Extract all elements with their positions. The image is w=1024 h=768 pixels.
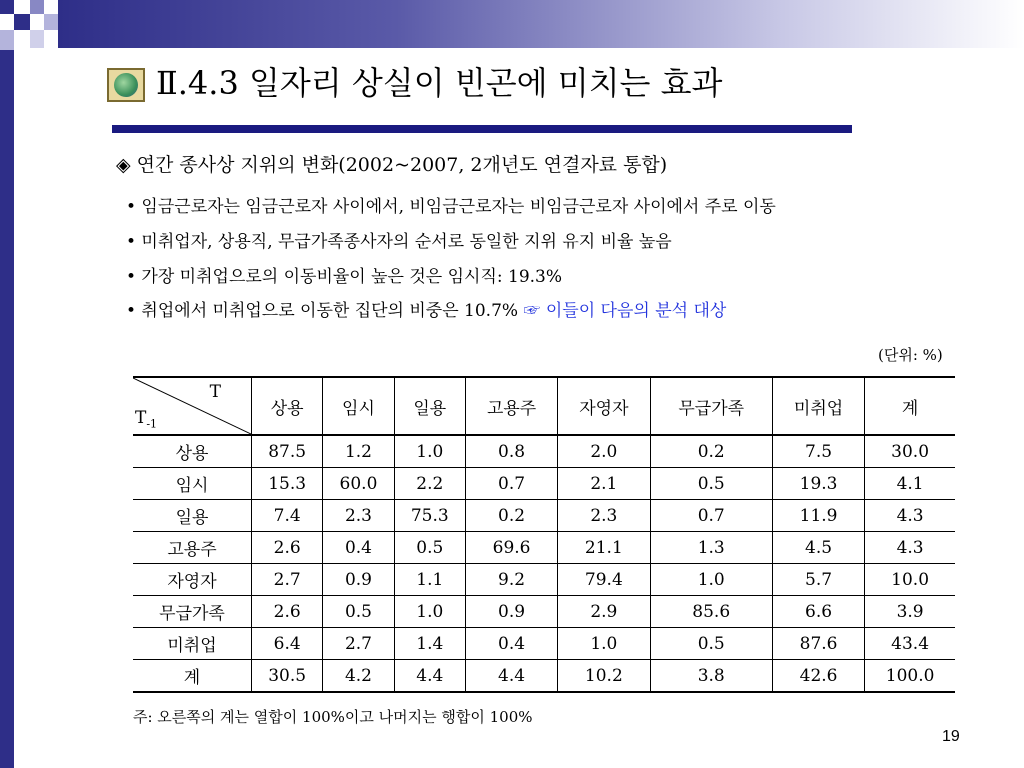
table-cell: 1.1 bbox=[394, 564, 465, 596]
table-cell: 85.6 bbox=[650, 596, 772, 628]
column-header: 계 bbox=[865, 377, 955, 435]
unit-label: (단위: %) bbox=[878, 346, 943, 364]
table-cell: 7.4 bbox=[252, 500, 323, 532]
table-corner-cell bbox=[133, 377, 252, 435]
table-footnote: 주: 오른쪽의 계는 열합이 100%이고 나머지는 행합이 100% bbox=[133, 708, 533, 726]
column-header: 무급가족 bbox=[650, 377, 772, 435]
table-row bbox=[133, 500, 955, 532]
table-cell: 19.3 bbox=[772, 468, 864, 500]
column-header: 상용 bbox=[252, 377, 323, 435]
table-cell: 1.2 bbox=[323, 435, 394, 468]
table-cell: 0.5 bbox=[650, 628, 772, 660]
table-cell: 0.9 bbox=[465, 596, 557, 628]
table-cell: 7.5 bbox=[772, 435, 864, 468]
table-cell: 87.6 bbox=[772, 628, 864, 660]
bullet-4 bbox=[126, 296, 726, 321]
table-cell: 1.3 bbox=[650, 532, 772, 564]
table-cell: 0.8 bbox=[465, 435, 557, 468]
row-header: 상용 bbox=[133, 435, 252, 468]
column-header: 일용 bbox=[394, 377, 465, 435]
table-cell: 3.8 bbox=[650, 660, 772, 693]
table-cell: 2.7 bbox=[323, 628, 394, 660]
table-row bbox=[133, 564, 955, 596]
table-cell: 43.4 bbox=[865, 628, 955, 660]
page-number: 19 bbox=[942, 728, 960, 745]
table-cell: 1.4 bbox=[394, 628, 465, 660]
table-row bbox=[133, 628, 955, 660]
corner-square-2 bbox=[14, 14, 30, 30]
bullet-4-highlight: ☞ 이들이 다음의 분석 대상 bbox=[523, 301, 727, 321]
row-header: 자영자 bbox=[133, 564, 252, 596]
table-cell: 0.5 bbox=[323, 596, 394, 628]
column-header: 임시 bbox=[323, 377, 394, 435]
table-cell: 0.5 bbox=[394, 532, 465, 564]
table-cell: 0.5 bbox=[650, 468, 772, 500]
left-vertical-bar bbox=[0, 50, 14, 768]
column-header: 미취업 bbox=[772, 377, 864, 435]
row-header: 미취업 bbox=[133, 628, 252, 660]
table-cell: 5.7 bbox=[772, 564, 864, 596]
corner-label-previous: $T_{-1}$ bbox=[135, 407, 158, 430]
corner-square-4 bbox=[44, 14, 58, 30]
table-cell: 1.0 bbox=[558, 628, 650, 660]
corner-label-current: T bbox=[209, 382, 221, 402]
table-cell: 2.0 bbox=[558, 435, 650, 468]
table-header-row bbox=[133, 377, 955, 435]
title-globe-icon bbox=[107, 68, 145, 102]
table-cell: 87.5 bbox=[252, 435, 323, 468]
top-gradient-bar bbox=[58, 0, 1024, 48]
slide-title: Ⅱ.4.3 일자리 상실이 빈곤에 미치는 효과 bbox=[156, 64, 723, 102]
corner-square-6 bbox=[30, 30, 44, 48]
row-header: 고용주 bbox=[133, 532, 252, 564]
table-row-total bbox=[133, 660, 955, 693]
row-header: 계 bbox=[133, 660, 252, 693]
table-cell: 0.2 bbox=[650, 435, 772, 468]
table-cell: 42.6 bbox=[772, 660, 864, 693]
section-heading: ◈ 연간 종사상 지위의 변화(2002~2007, 2개년도 연결자료 통합) bbox=[116, 154, 668, 176]
table-cell: 2.3 bbox=[323, 500, 394, 532]
column-header: 자영자 bbox=[558, 377, 650, 435]
table-cell: 21.1 bbox=[558, 532, 650, 564]
table-cell: 1.0 bbox=[394, 596, 465, 628]
table-cell: 0.4 bbox=[323, 532, 394, 564]
table-cell: 4.3 bbox=[865, 532, 955, 564]
table-cell: 6.4 bbox=[252, 628, 323, 660]
table-cell: 6.6 bbox=[772, 596, 864, 628]
title-underline bbox=[112, 125, 852, 133]
corner-square-3 bbox=[30, 0, 44, 14]
table-cell: 79.4 bbox=[558, 564, 650, 596]
table-cell: 4.5 bbox=[772, 532, 864, 564]
corner-square-1 bbox=[0, 0, 14, 14]
row-header: 무급가족 bbox=[133, 596, 252, 628]
table-cell: 2.2 bbox=[394, 468, 465, 500]
table-cell: 4.2 bbox=[323, 660, 394, 693]
table-cell: 2.7 bbox=[252, 564, 323, 596]
table-cell: 9.2 bbox=[465, 564, 557, 596]
corner-square-5 bbox=[0, 30, 14, 50]
table-cell: 4.1 bbox=[865, 468, 955, 500]
row-header: 임시 bbox=[133, 468, 252, 500]
table-cell: 0.7 bbox=[650, 500, 772, 532]
table-row bbox=[133, 468, 955, 500]
table-cell: 10.2 bbox=[558, 660, 650, 693]
table-cell: 4.3 bbox=[865, 500, 955, 532]
table-cell: 0.2 bbox=[465, 500, 557, 532]
table-cell: 0.4 bbox=[465, 628, 557, 660]
table-cell: 75.3 bbox=[394, 500, 465, 532]
table-cell: 100.0 bbox=[865, 660, 955, 693]
table-cell: 4.4 bbox=[394, 660, 465, 693]
table-cell: 15.3 bbox=[252, 468, 323, 500]
row-header: 일용 bbox=[133, 500, 252, 532]
column-header: 고용주 bbox=[465, 377, 557, 435]
table-cell: 0.9 bbox=[323, 564, 394, 596]
table-cell: 4.4 bbox=[465, 660, 557, 693]
table-cell: 2.6 bbox=[252, 596, 323, 628]
table-cell: 3.9 bbox=[865, 596, 955, 628]
table-cell: 1.0 bbox=[394, 435, 465, 468]
table-cell: 30.0 bbox=[865, 435, 955, 468]
table-cell: 10.0 bbox=[865, 564, 955, 596]
table-row bbox=[133, 435, 955, 468]
table-cell: 2.6 bbox=[252, 532, 323, 564]
table-cell: 2.1 bbox=[558, 468, 650, 500]
transition-matrix-table bbox=[133, 376, 955, 693]
bullet-3: • 가장 미취업으로의 이동비율이 높은 것은 임시직: 19.3% bbox=[126, 267, 563, 287]
bullet-4-text: • 취업에서 미취업으로 이동한 집단의 비중은 10.7% bbox=[126, 301, 519, 321]
table-cell: 1.0 bbox=[650, 564, 772, 596]
bullet-2: • 미취업자, 상용직, 무급가족종사자의 순서로 동일한 지위 유지 비율 높음 bbox=[126, 232, 672, 252]
table-cell: 60.0 bbox=[323, 468, 394, 500]
table-row bbox=[133, 532, 955, 564]
table-cell: 0.7 bbox=[465, 468, 557, 500]
table-cell: 11.9 bbox=[772, 500, 864, 532]
table-cell: 69.6 bbox=[465, 532, 557, 564]
bullet-1: • 임금근로자는 임금근로자 사이에서, 비임금근로자는 비임금근로자 사이에서 주로 이동 bbox=[126, 197, 776, 217]
table-cell: 2.3 bbox=[558, 500, 650, 532]
table-cell: 30.5 bbox=[252, 660, 323, 693]
table-row bbox=[133, 596, 955, 628]
table-cell: 2.9 bbox=[558, 596, 650, 628]
